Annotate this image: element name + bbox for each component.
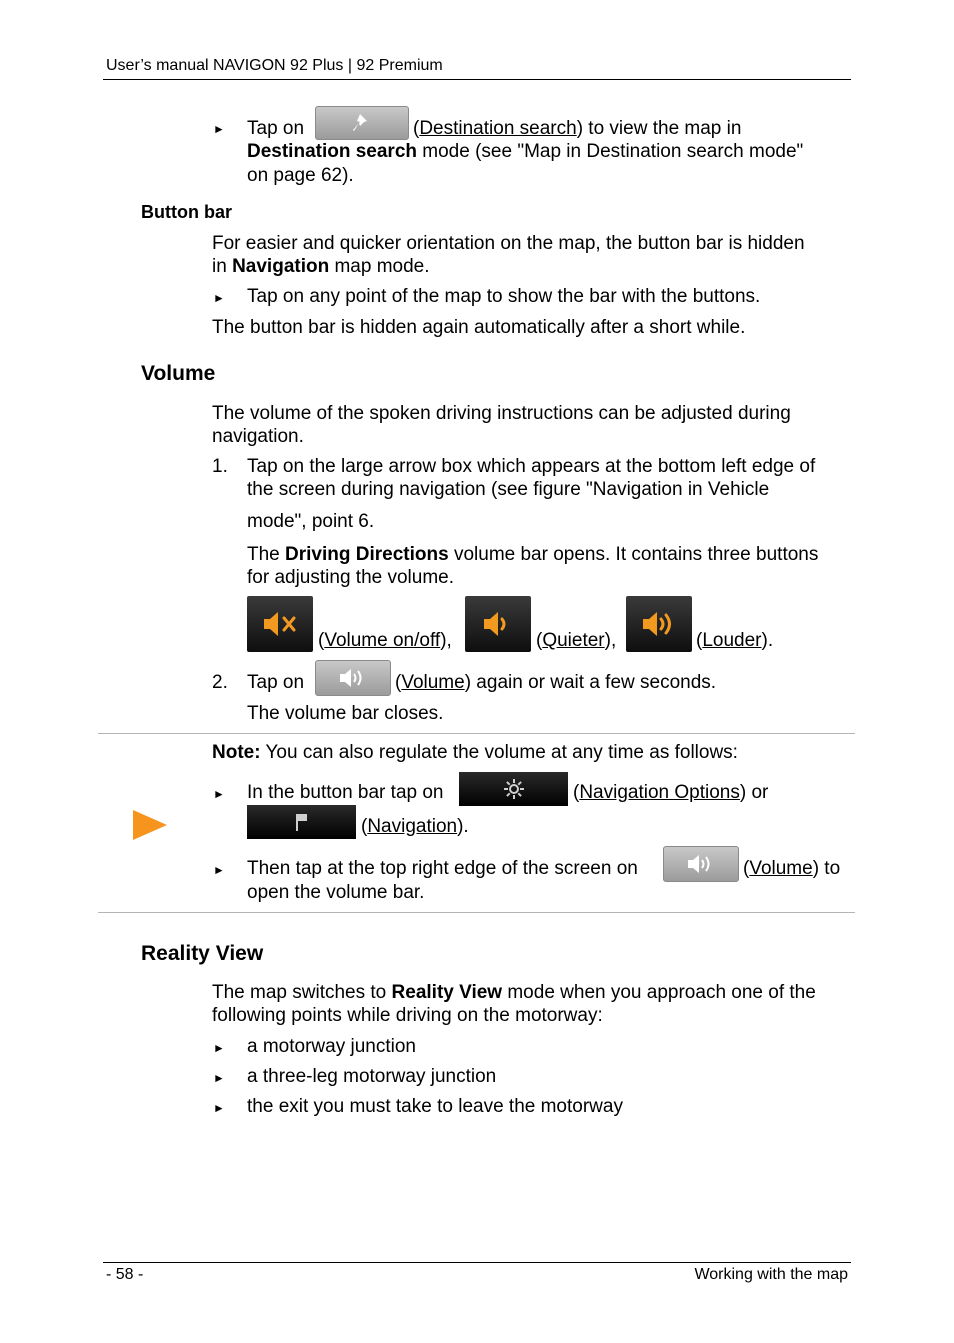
volume-intro-line2: navigation. <box>212 426 304 447</box>
volume-heading: Volume <box>141 362 216 385</box>
destination-search-link[interactable]: Destination search <box>419 118 577 139</box>
volume-link-2[interactable]: Volume <box>749 858 813 879</box>
navigation-link[interactable]: Navigation <box>367 816 458 837</box>
quieter-button[interactable] <box>465 596 531 652</box>
louder-label: (Louder). <box>696 630 774 651</box>
pushpin-icon <box>351 112 373 134</box>
note-bullet1-text: In the button bar tap on <box>247 782 444 803</box>
note-navigation-label: (Navigation). <box>361 816 469 837</box>
driving-directions-line2: for adjusting the volume. <box>247 567 455 588</box>
navigation-button[interactable] <box>247 805 356 839</box>
intro-line3: on page 62). <box>247 165 354 186</box>
speaker-volume-icon <box>685 852 717 876</box>
list-item: a three-leg motorway junction <box>247 1066 497 1087</box>
bullet-triangle-icon: ► <box>213 1071 225 1085</box>
speaker-volume-icon <box>337 666 369 690</box>
step2-rest: (Volume) again or wait a few seconds. <box>395 672 717 693</box>
bullet-triangle-icon: ► <box>213 1041 225 1055</box>
button-bar-heading: Button bar <box>141 202 232 222</box>
intro-line1-rest: (Destination search) to view the map in <box>413 118 742 139</box>
note-bottom-rule <box>98 912 855 913</box>
volume-on-off-link[interactable]: Volume on/off <box>324 630 441 651</box>
reality-view-para-line2: following points while driving on the motorway: <box>212 1005 603 1026</box>
navigation-options-link[interactable]: Navigation Options <box>579 782 740 803</box>
destination-search-button[interactable] <box>315 106 409 140</box>
page-header-title: User’s manual NAVIGON 92 Plus | 92 Premium <box>106 57 443 74</box>
step2-after: The volume bar closes. <box>247 703 444 724</box>
volume-on-off-button[interactable] <box>247 596 313 652</box>
button-bar-para1-line1: For easier and quicker orientation on the map, the button bar is hidden <box>212 233 805 254</box>
reality-view-para-line1: The map switches to Reality View mode when you approach one of the <box>212 982 816 1003</box>
louder-button[interactable] <box>626 596 692 652</box>
note-bullet1-rest: (Navigation Options) or <box>573 782 769 803</box>
footer-section: Working with the map <box>694 1266 848 1283</box>
reality-view-heading: Reality View <box>141 942 264 965</box>
list-item: a motorway junction <box>247 1036 416 1057</box>
button-bar-bullet: Tap on any point of the map to show the bar with the buttons. <box>247 286 761 307</box>
flag-icon <box>292 811 312 833</box>
step2-tap-on: Tap on <box>247 672 305 693</box>
intro-line2: Destination search mode (see "Map in Destination search mode" <box>247 141 804 162</box>
intro-line1 <box>247 117 304 141</box>
note-bullet2-line2: open the volume bar. <box>247 882 425 903</box>
footer-rule <box>103 1262 851 1263</box>
step1-line3: mode", point 6. <box>247 511 375 532</box>
volume-button[interactable] <box>315 660 391 696</box>
tap-on-text: Tap on <box>247 118 305 139</box>
note-line: Note: You can also regulate the volume at any time as follows: <box>212 742 738 763</box>
button-bar-para1-line2: in Navigation map mode. <box>212 256 430 277</box>
bullet-triangle-icon: ► <box>213 1101 225 1115</box>
volume-button-top-right[interactable] <box>663 846 739 882</box>
bullet-triangle-icon: ► <box>213 863 225 877</box>
volume-intro-line1: The volume of the spoken driving instructions can be adjusted during <box>212 403 791 424</box>
note-top-rule <box>98 733 855 734</box>
volume-on-off-label: (Volume on/off), <box>318 630 452 651</box>
list-item: the exit you must take to leave the motorway <box>247 1096 623 1117</box>
speaker-louder-icon <box>639 609 679 639</box>
speaker-mute-icon <box>260 609 300 639</box>
note-bullet2-text: Then tap at the top right edge of the screen on <box>247 858 638 879</box>
step1-line2: the screen during navigation (see figure "Navigation in Vehicle <box>247 479 770 500</box>
step2-number: 2. <box>212 672 228 693</box>
louder-link[interactable]: Louder <box>702 630 762 651</box>
driving-directions-line1: The Driving Directions volume bar opens. It contains three buttons <box>247 544 819 565</box>
volume-link[interactable]: Volume <box>401 672 465 693</box>
speaker-quieter-icon <box>478 609 518 639</box>
navigation-options-button[interactable] <box>459 772 568 806</box>
gear-icon <box>502 777 526 801</box>
bullet-triangle-icon: ► <box>213 787 225 801</box>
step1-line1: Tap on the large arrow box which appears at the bottom left edge of <box>247 456 816 477</box>
bullet-triangle-icon: ► <box>213 291 225 305</box>
note-arrow-icon <box>133 810 167 840</box>
bullet-triangle-icon: ► <box>213 122 225 136</box>
quieter-label: (Quieter), <box>536 630 617 651</box>
button-bar-para2: The button bar is hidden again automatically after a short while. <box>212 317 746 338</box>
note-bullet2-rest: (Volume) to <box>743 858 841 879</box>
page-number: - 58 - <box>106 1266 144 1283</box>
step1-number: 1. <box>212 456 228 477</box>
quieter-link[interactable]: Quieter <box>542 630 605 651</box>
header-rule <box>103 79 851 80</box>
